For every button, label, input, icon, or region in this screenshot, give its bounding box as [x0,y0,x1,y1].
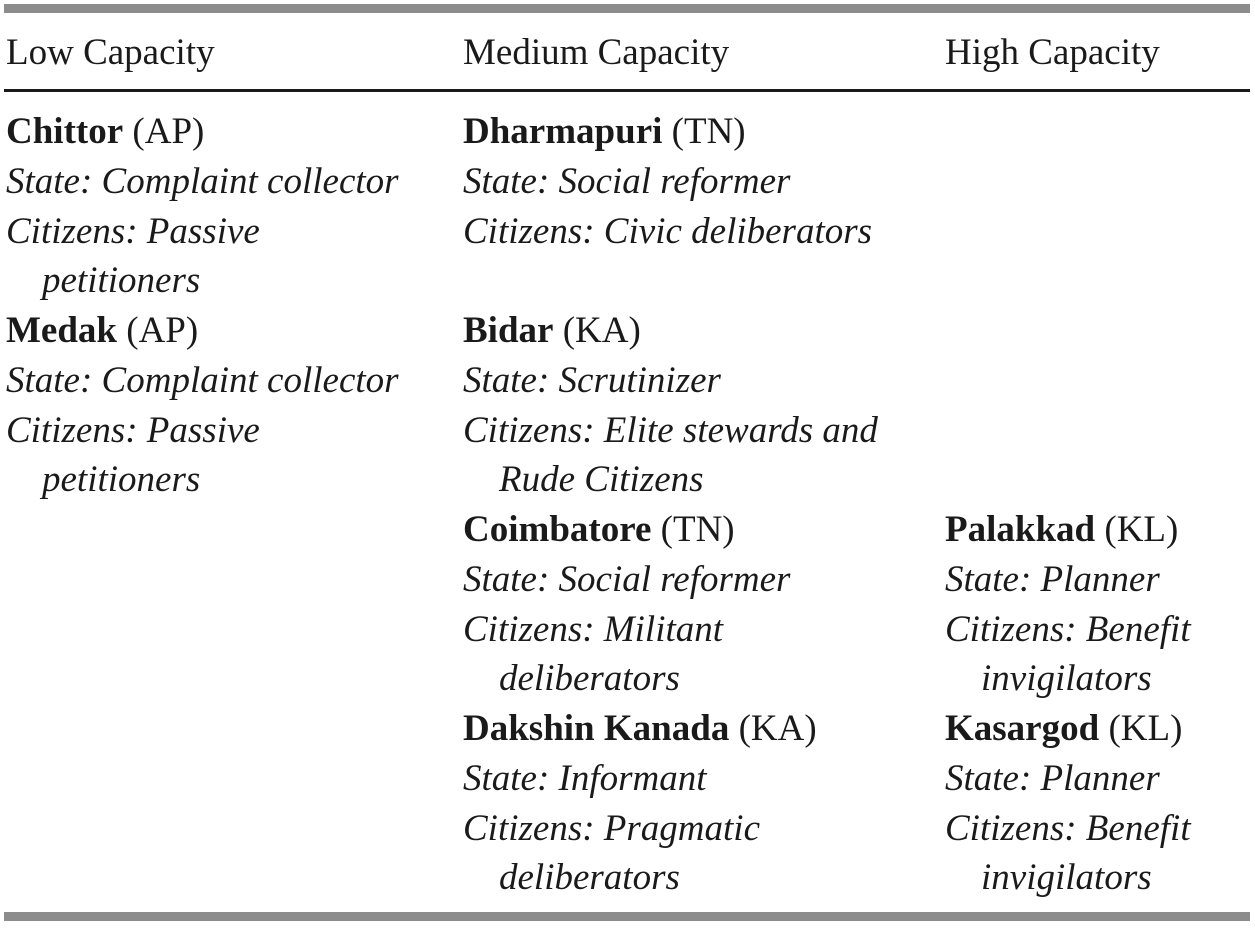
entry-title [463,704,817,754]
citizens-role-continued: deliberators [499,658,680,700]
place-name: Kasargod [945,708,1100,749]
state-role: State: Planner [945,558,1160,600]
state-abbreviation: (TN) [651,509,735,550]
citizens-role-continued: invigilators [981,658,1152,700]
entry-kasargod [945,704,1191,903]
state-role: State: Planner [945,757,1160,799]
entry-title [945,505,1191,555]
citizens-role-continued: petitioners [42,459,201,501]
entry-title [463,107,872,157]
place-name: Dakshin Kanada [463,708,730,749]
header-medium-capacity: Medium Capacity [463,32,730,73]
state-role: State: Social reformer [463,160,791,202]
top-rule [4,4,1250,13]
entry-title [463,306,878,356]
citizens-role: Citizens: Civic deliberators [463,210,873,252]
place-name: Dharmapuri [463,111,663,152]
place-name: Coimbatore [463,509,652,550]
state-abbreviation: (KA) [553,310,641,351]
state-abbreviation: (AP) [123,111,205,152]
entry-medak [6,306,399,505]
citizens-role: Citizens: Militant [463,608,724,650]
header-rule [4,89,1250,92]
header-low-capacity: Low Capacity [6,32,215,73]
state-role: State: Complaint collector [6,160,399,202]
citizens-role: Citizens: Pragmatic [463,807,761,849]
citizens-role: Citizens: Benefit [945,608,1191,650]
entry-chittor [6,107,399,306]
state-abbreviation: (TN) [662,111,746,152]
entry-dharmapuri [463,107,872,256]
citizens-role: Citizens: Benefit [945,807,1191,849]
citizens-role-continued: Rude Citizens [499,459,704,501]
citizens-role: Citizens: Passive [6,210,260,252]
bottom-rule [4,912,1250,921]
header-high-capacity: High Capacity [945,32,1160,73]
state-role: State: Scrutinizer [463,359,721,401]
citizens-role: Citizens: Elite stewards and [463,409,878,451]
citizens-role-continued: petitioners [42,260,201,302]
place-name: Palakkad [945,509,1096,550]
entry-title [6,107,399,157]
state-role: State: Social reformer [463,558,791,600]
place-name: Bidar [463,310,554,351]
place-name: Chittor [6,111,124,152]
entry-title [945,704,1191,754]
entry-dakshin-kanada [463,704,817,903]
state-role: State: Complaint collector [6,359,399,401]
entry-title [463,505,790,555]
entry-bidar [463,306,878,505]
state-abbreviation: (KL) [1099,708,1183,749]
entry-title [6,306,399,356]
state-role: State: Informant [463,757,707,799]
state-abbreviation: (KA) [729,708,817,749]
state-abbreviation: (KL) [1095,509,1179,550]
citizens-role-continued: deliberators [499,857,680,899]
place-name: Medak [6,310,117,351]
citizens-role: Citizens: Passive [6,409,260,451]
citizens-role-continued: invigilators [981,857,1152,899]
state-abbreviation: (AP) [117,310,199,351]
entry-palakkad [945,505,1191,704]
entry-coimbatore [463,505,790,704]
